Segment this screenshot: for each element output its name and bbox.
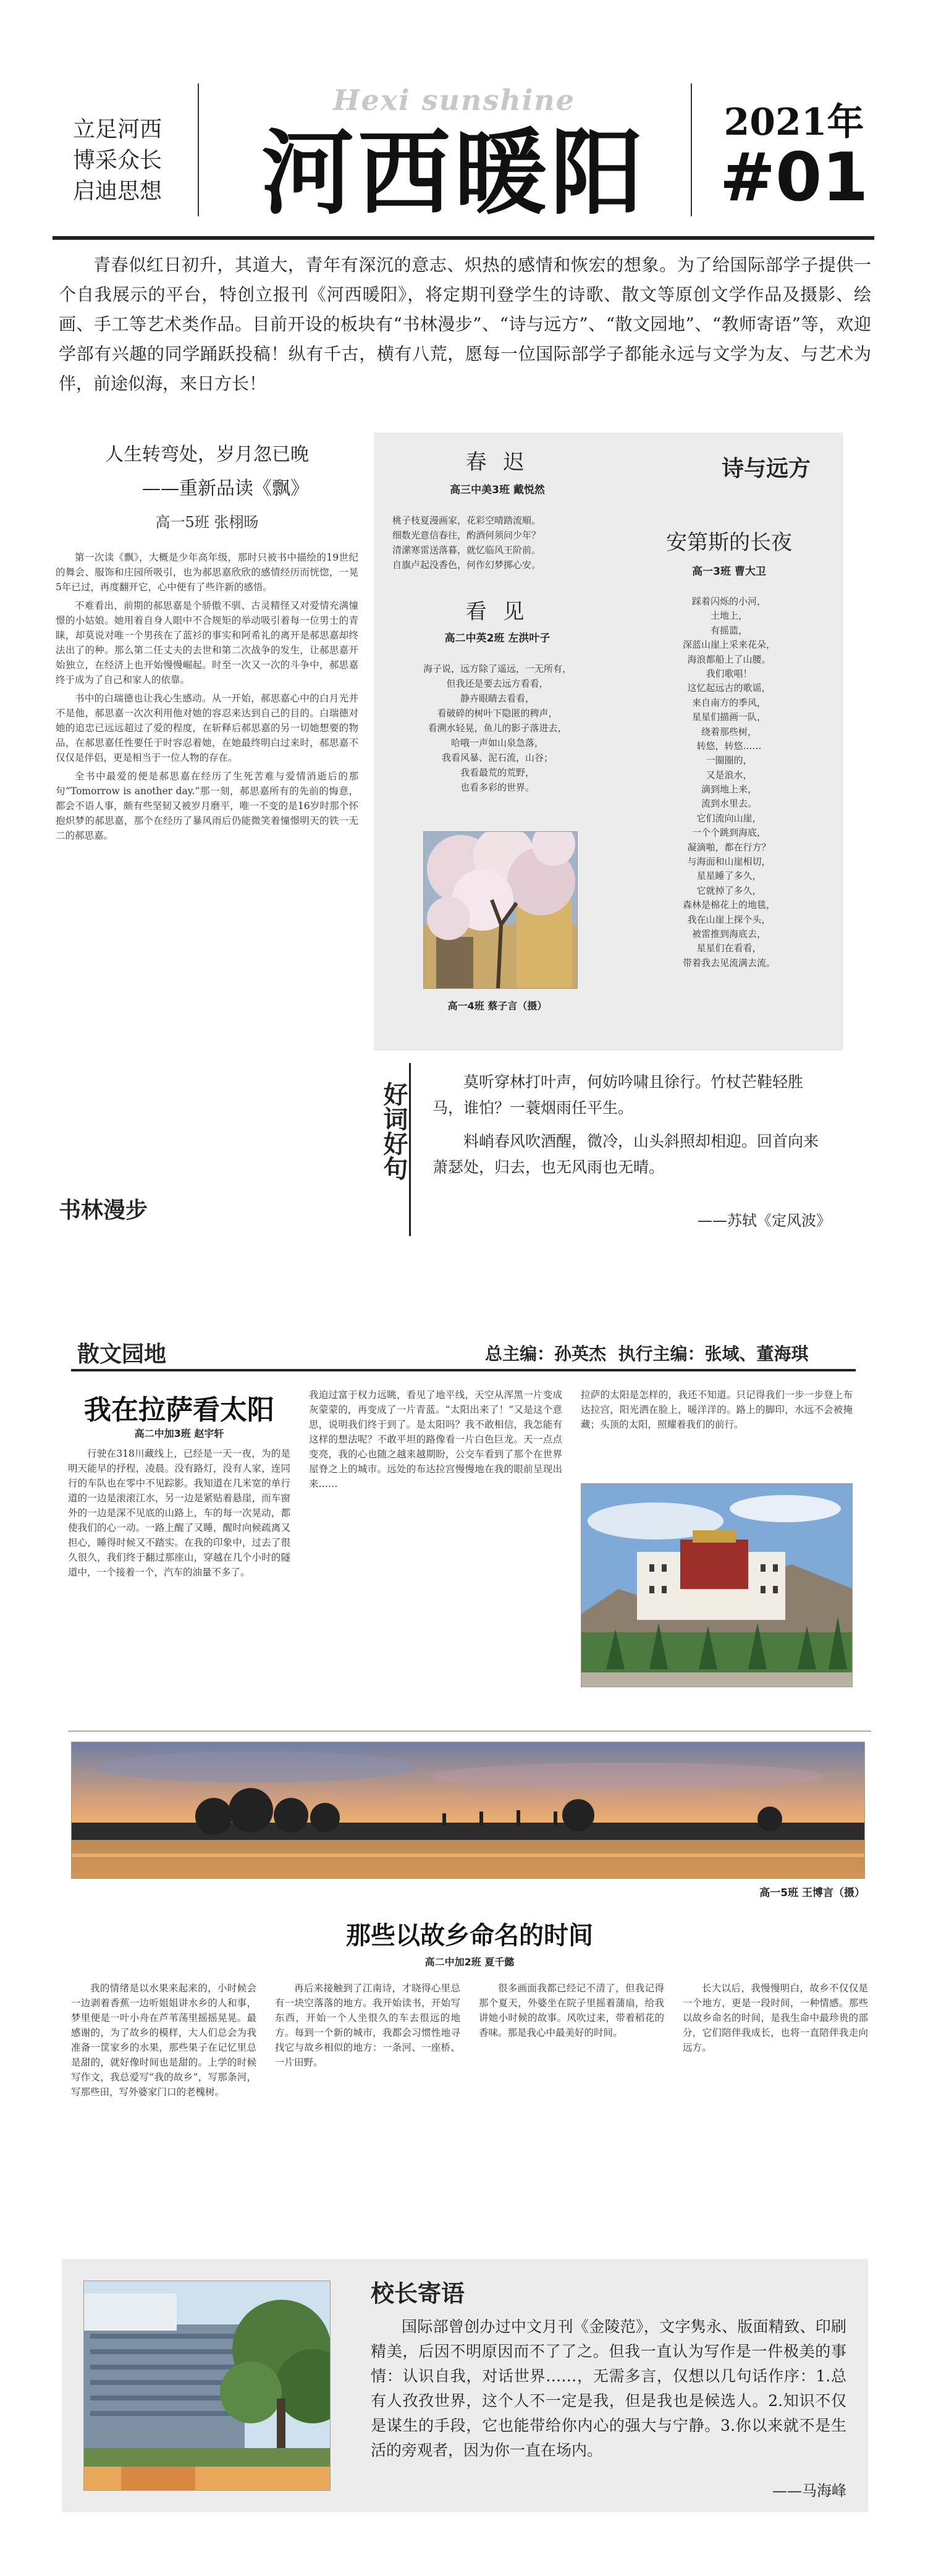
poem-line: 静卉眼睛去看看， — [460, 693, 534, 704]
shulin-subtitle: ——重新品读《飘》 — [142, 478, 309, 499]
poem-line: 带着我去见流满去流。 — [682, 957, 775, 968]
poetry-panel — [374, 433, 843, 1051]
poem-line: 流到水里去。 — [701, 798, 757, 810]
poem-line: 我看风暴、泥石流，山谷； — [441, 752, 553, 763]
sanwen-editors: 总主编：孙英杰 执行主编：张域、董海琪 — [485, 1344, 809, 1364]
poem-line: 看破碎的树叶下隐匿的稗声， — [437, 708, 558, 719]
poem-line: 细数光意信春往，酌酒何须问少年？ — [392, 530, 541, 541]
sunset-photo — [71, 1742, 865, 1879]
article-lhasa-col1: 行驶在318川藏线上，已经是一天一夜，为的是明天能早的抒程，凌晨。没有路灯，没有人家，连同行的车队也在零中不见踪影。我知道在几米宽的单行道的一边是滚滚江水，另一边是紧贴着悬崖，而车窗外的一边是深不见底的山路上，车的每一次晃动，都使我们的心一动。一路上醒了又睡，醒时向候疏离又担心，睡得时候又不踏实。在我的印象中，过去了很久很久，我们终于翻过那座山，穿越在几个小时的隧道中，一个接着一个，汽车的油量不多了。 — [68, 1448, 290, 1578]
poem-line: 桃子枝夏漫画家，花彩空晴踏流順。 — [392, 515, 541, 526]
sanwen-divider — [68, 1731, 871, 1732]
poem-line: 星星睡了多久， — [696, 870, 762, 882]
shulin-section-label: 书林漫步 — [59, 1198, 148, 1223]
poem-line: 我们歌唱！ — [706, 667, 753, 679]
poem-line: 土地上， — [710, 610, 748, 622]
poem-line: 星星们描画一队， — [691, 711, 766, 723]
haoci-label-bar — [374, 1063, 411, 1236]
shulin-paragraph: 第一次读《飘》，大概是少年高年级，那时只被书中描绘的19世纪的舞会、服饰和庄园所吸引，也为郝思嘉欣欣的感情经历而恍惚，一晃5年已过，再度翻开它，心中便有了些许新的感悟。 — [56, 552, 358, 593]
article-lhasa — [68, 1388, 871, 1697]
shulin-paragraph: 全书中最爱的便是郝思嘉在经历了生死苦难与爱情消逝后的那句“Tomorrow is another day.”那一刻，郝思嘉所有的先前的悔意，都会不语人事，颇有些坚韧又被岁月磨平，唯一不变的是16岁时那个怀抱炽梦的郝思嘉，那个在经历了暴风雨后仍能微笑着憧憬明天的铁一无二的郝思嘉。 — [56, 771, 358, 842]
poem-line: 也看多彩的世界。 — [460, 782, 534, 793]
poem-line: 绕着那些树， — [701, 726, 757, 737]
shulin-paragraph: 书中的白瑞德也让我心生感动。从一开始，郝思嘉心中的白月光并不是他，郝思嘉一次次利用他对她的容忍来达到自己的目的。白瑞德对她的追忠已远远超过了爱的程度，在斩释后郝思嘉的另一切她想要的物品，在郝思嘉任性要任于时容忍着她，在她最终明白过来时，郝思嘉不仅仅是伴侣，更是相当于一位人物的存在。 — [56, 693, 358, 764]
poem-andes-body — [624, 595, 834, 970]
poem-kanjian-body — [392, 661, 602, 795]
article-hometown-col3: 很多画面我都已经记不清了，但我记得那个夏天，外婆坐在院子里摇着蒲扇，给我讲她小时候的故事。风吹过来，带着稻花的香味。那是我心中最美好的时间。 — [479, 1983, 664, 2039]
campus-photo — [83, 2281, 331, 2491]
poem-line: 但我还是要去远方看看， — [446, 678, 549, 689]
poem-line: 它就掉了多久， — [696, 884, 762, 896]
article-lhasa-author: 高二中加3班 赵宇轩 — [134, 1428, 224, 1439]
poem-line: 星星们在看看， — [696, 943, 762, 954]
poem-line: 踩着闪烁的小河， — [691, 596, 766, 607]
poem-chunchi-author: 高三中美3班 戴悦然 — [450, 484, 545, 496]
cherry-blossom-image — [424, 832, 578, 989]
cherry-blossom-caption: 高一4班 蔡子言（摄） — [447, 1000, 547, 1012]
poem-line: 一圈圈的， — [706, 755, 753, 766]
poem-line: 深蓝山崖上采来花朵， — [682, 639, 775, 651]
campus-image — [84, 2281, 331, 2491]
shulin-section — [53, 426, 361, 1258]
poetry-section-label: 诗与远方 — [721, 456, 811, 481]
slogan-line: 立足河西 — [72, 117, 162, 142]
masthead-rule — [53, 236, 874, 240]
poem-line: 清潆寒雷送落暮，就忆临风王阶前。 — [392, 544, 541, 556]
article-lhasa-col3: 拉萨的太阳是怎样的，我还不知道。只记得我们一步一步登上布达拉宫，阳光洒在脸上，暖洋洋的。路上的脚印，水远不会被掩藏；头顶的太阳，照耀着我们的前行。 — [581, 1389, 853, 1431]
poem-line: 森林是棉花上的地毯， — [682, 899, 775, 911]
principal-signature: ——马海峰 — [772, 2482, 846, 2499]
masthead-divider-left — [198, 83, 199, 216]
sunset-image — [72, 1742, 865, 1879]
poem-line: 凝滴啪，都在行方？ — [687, 841, 771, 853]
slogan-line: 博采众长 — [72, 148, 162, 173]
principal-message: 国际部曾创办过中文月刊《金陵范》，文字隽永、版面精致、印刷精美，后因不明原因而不了了之。但我一直认为写作是一件极美的事情：认识自我，对话世界……，无需多言，仅想以几句话作序：1.总有人孜孜世界，这个人不一定是我，但是我也是候选人。2.知识不仅是谋生的手段，它也能带给你内心的强大与宁静。3.你以来就不是生活的旁观者，因为你一直在场内。 — [371, 2318, 846, 2459]
poem-line: 被雷推到海底去， — [691, 928, 766, 939]
sunset-caption: 高一5班 王博言（摄） — [759, 1887, 865, 1899]
article-hometown-author: 高二中加2班 夏千懿 — [424, 1956, 515, 1968]
shulin-body — [56, 550, 358, 1168]
slogan-line: 启迪思想 — [72, 179, 162, 204]
poem-chunchi-body — [392, 513, 602, 572]
poem-line: 它们流向山崖， — [696, 812, 762, 824]
principal-panel — [62, 2259, 868, 2512]
article-lhasa-col2: 我迫过富于权力远眺，看见了地平线，天空从浑黑一片变成灰蒙蒙的，再变成了一片青蓝。“太阳出来了！”又是这个意思，说明我们终于到了。是太阳吗？我不敢相信，我怎能有这样的想法呢？不敢平坦的路像看一片白色巨龙。天一点点变亮，我的心也随之越来越期盼，公交车看到了那个在世界屋脊之上的城市。远处的布达拉宫慢慢地在我的眼前呈现出来…… — [309, 1389, 562, 1490]
poem-line: 我在山崖上探个头， — [687, 913, 771, 925]
sanwen-rule — [71, 1369, 856, 1371]
poem-line: 又是浪水， — [706, 769, 753, 781]
poem-andes-title: 安第斯的长夜 — [666, 530, 792, 555]
intro-paragraph: 青春似红日初升，其道大，青年有深沉的意志、炽热的感情和恢宏的想象。为了给国际部学子提供一个自我展示的平台，特创立报刊《河西暖阳》，将定期刊登学生的诗歌、散文等原创文学作品及摄影、绘画、手工等艺术类作品。目前开设的板块有“书林漫步”、“诗与远方”、“散文园地”、“教师寄语”等，欢迎学部有兴趣的同学踊跃投稿！纵有千古，横有八荒，愿每一位国际部学子都能永远与文学为友、与艺术为伴，前途似海，来日方长！ — [59, 255, 871, 394]
slogan — [62, 114, 173, 207]
masthead-issue: #01 — [719, 139, 869, 216]
haoci-section — [374, 1063, 843, 1248]
poem-line: 转悠，转悠…… — [696, 740, 762, 752]
poem-line: 海浪都船上了山腰。 — [687, 653, 771, 665]
poem-line: 自旗卢起没香色，何作幻梦掷心安。 — [392, 559, 541, 570]
potala-photo — [581, 1483, 853, 1687]
article-hometown — [71, 1916, 868, 2237]
masthead — [0, 0, 928, 247]
poem-line: 哈哦一声如山泉急落， — [450, 737, 544, 748]
principal-section-label: 校长寄语 — [371, 2280, 465, 2307]
poem-line: 来自南方的季风， — [691, 697, 766, 708]
poem-line: 滴到地上来， — [701, 784, 757, 795]
poem-line: 我看最荒的荒野， — [460, 767, 534, 778]
masthead-subtitle: Hexi sunshine — [333, 83, 575, 117]
masthead-year: 2021年 — [723, 101, 864, 144]
masthead-divider-right — [691, 83, 692, 216]
potala-image — [581, 1484, 853, 1687]
haoci-line: 料峭春风吹酒醒，微冷，山头斜照却相迎。回首向来萧瑟处，归去，也无风雨也无晴。 — [432, 1132, 819, 1176]
poem-line: 有摇篮， — [710, 624, 748, 636]
poem-line: 与海面和山崖相切， — [687, 856, 771, 868]
poem-kanjian-title: 看 见 — [465, 600, 529, 624]
sanwen-section-label: 散文园地 — [77, 1342, 167, 1367]
shulin-title: 人生转弯处，岁月忽已晚 — [105, 444, 309, 465]
poem-line: 这忆起远古的歌谣， — [687, 682, 771, 694]
cherry-blossom-photo — [423, 831, 578, 989]
article-hometown-col4: 长大以后，我慢慢明白，故乡不仅仅是一个地方，更是一段时间，一种情感。那些以故乡命名的时间，是我生命中最珍贵的部分，它们陪伴我成长，也将一直陪伴我走向远方。 — [683, 1983, 868, 2054]
haoci-quote — [432, 1069, 822, 1180]
poem-line: 看溯水轻晃，鱼儿的影子落进去， — [428, 722, 567, 734]
article-lhasa-title: 我在拉萨看太阳 — [84, 1394, 274, 1426]
sanwen-header — [53, 1332, 874, 1375]
shulin-author: 高一5班 张栩旸 — [155, 514, 259, 531]
shulin-paragraph: 不难看出，前期的郝思嘉是个骄傲不驯、古灵精怪又对爱情充满憧憬的小姑娘。她用着自身人眼中不合规矩的举动吸引着每一位男士的青睐，却莫说对唯一个男孩在了蓝衫的事实和阿希礼的离开是郝思嘉却终法出了的种。那么第二任丈夫的去世和第二次战争的发生，让郝思嘉开始独立，在经济上也开始慢慢崛起。时至一次又一次的斗争中，郝思嘉终于成为了自己和家人的依靠。 — [56, 600, 358, 686]
haoci-line: 莫听穿林打叶声，何妨吟啸且徐行。竹杖芒鞋轻胜马，谁怕？一蓑烟雨任平生。 — [432, 1073, 804, 1117]
haoci-label: 好词好句 — [379, 1082, 408, 1180]
masthead-title: 河西暖阳 — [261, 119, 647, 227]
poem-line: 一个个跳到海底， — [691, 827, 766, 839]
poem-andes-author: 高一3班 曹大卫 — [692, 566, 766, 578]
poem-line: 海子说，远方除了遥远，一无所有， — [423, 663, 572, 674]
haoci-attribution: ——苏轼《定风波》 — [698, 1212, 831, 1229]
article-hometown-col1: 我的情绪是以水果来起来的，小时候会一边剥着香蕉一边听姐姐讲水乡的人和事，梦里便是一叶小舟在芦苇荡里摇摇晃晃。最感谢的，为了故乡的模样，大人们总会为我准备一筐家乡的水果，那些果子在记忆里总是甜的，就好像时间也是甜的。上学的时候写作文，我总爱写“我的故乡”，写那条河，写那些田，写外婆家门口的老槐树。 — [71, 1983, 256, 2098]
poem-kanjian-author: 高二中英2班 左洪叶子 — [444, 632, 550, 645]
article-hometown-col2: 再后来接触到了江南诗，才晓得心里总有一块空落落的地方。我开始读书，开始写东西，开始一个人坐很久的车去很远的地方。每到一个新的城市，我都会习惯性地寻找它与故乡相似的地方：一条河、一座桥、一片田野。 — [275, 1983, 460, 2069]
article-hometown-title: 那些以故乡命名的时间 — [346, 1921, 593, 1950]
poem-chunchi-title: 春 迟 — [465, 450, 529, 475]
